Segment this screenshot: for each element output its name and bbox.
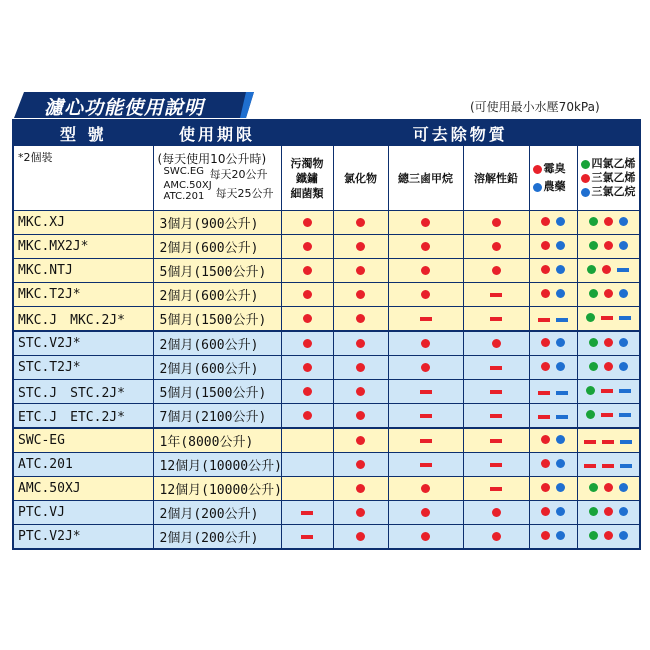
red-dot-icon [421, 484, 430, 493]
removal-cell-c6 [577, 404, 640, 429]
col-solvents [577, 146, 640, 211]
removal-cell-c6 [577, 501, 640, 525]
blue-dot-icon [619, 531, 628, 540]
usage-line2a: SWC.EG [163, 166, 204, 177]
table-row [13, 307, 640, 332]
red-dash-icon [538, 318, 550, 322]
red-dot-icon [541, 241, 550, 250]
removal-cell-c2 [333, 428, 388, 453]
red-dot-icon [356, 290, 365, 299]
col-sediment-l2: 鐵鏽 [296, 171, 318, 185]
removal-cell-c1 [281, 501, 333, 525]
removal-cell-c2 [333, 307, 388, 332]
blue-dash-icon [556, 318, 568, 322]
removal-cell-c6 [577, 453, 640, 477]
blue-dot-icon [581, 188, 590, 197]
red-dash-icon [601, 316, 613, 320]
blue-dash-icon [556, 415, 568, 419]
removal-cell-c1 [281, 356, 333, 380]
table-row [13, 235, 640, 259]
col-trichloroethylene: 三氯乙烯 [591, 171, 636, 184]
removal-cell-c5 [529, 356, 577, 380]
red-dot-icon [421, 363, 430, 372]
red-dot-icon [421, 290, 430, 299]
col-thm: 總三鹵甲烷 [388, 146, 463, 211]
removal-cell-c2 [333, 501, 388, 525]
removal-cell-c6 [577, 428, 640, 453]
red-dot-icon [541, 362, 550, 371]
blue-dot-icon [556, 265, 565, 274]
blue-dot-icon [619, 241, 628, 250]
red-dash-icon [602, 464, 614, 468]
col-sediment-l3: 細菌類 [290, 186, 324, 200]
removal-cell-c4 [463, 525, 529, 550]
green-dot-icon [589, 507, 598, 516]
removal-cell-c4 [463, 356, 529, 380]
blue-dot-icon [533, 183, 542, 192]
period-cell: 2個月(200公升) [153, 525, 281, 550]
red-dot-icon [541, 265, 550, 274]
model-cell: STC.T2J* [13, 356, 153, 380]
red-dash-icon [301, 511, 313, 515]
green-dot-icon [581, 160, 590, 169]
removal-cell-c6 [577, 356, 640, 380]
period-cell: 5個月(1500公升) [153, 307, 281, 332]
filter-spec-table [12, 119, 641, 550]
red-dot-icon [356, 411, 365, 420]
removal-cell-c6 [577, 235, 640, 259]
period-cell: 2個月(200公升) [153, 501, 281, 525]
red-dot-icon [492, 218, 501, 227]
col-period-header: 使用期限 [153, 120, 281, 146]
table-row [13, 259, 640, 283]
red-dot-icon [604, 241, 613, 250]
red-dot-icon [492, 508, 501, 517]
red-dot-icon [541, 483, 550, 492]
red-dash-icon [584, 464, 596, 468]
red-dot-icon [604, 362, 613, 371]
red-dot-icon [421, 218, 430, 227]
removal-cell-c3 [388, 477, 463, 501]
model-cell: MKC.XJ [13, 211, 153, 235]
removal-cell-c2 [333, 453, 388, 477]
removal-cell-c2 [333, 259, 388, 283]
blue-dot-icon [556, 241, 565, 250]
model-cell: MKC.T2J* [13, 283, 153, 307]
removal-cell-c2 [333, 283, 388, 307]
pressure-note: (可使用最小水壓70kPa) [470, 100, 600, 114]
removal-cell-c5 [529, 235, 577, 259]
blue-dash-icon [620, 464, 632, 468]
red-dot-icon [356, 532, 365, 541]
red-dot-icon [303, 290, 312, 299]
removal-cell-c1 [281, 428, 333, 453]
model-cell: MKC.NTJ [13, 259, 153, 283]
model-cell: MKC.J MKC.2J* [13, 307, 153, 332]
removal-cell-c3 [388, 501, 463, 525]
red-dot-icon [421, 266, 430, 275]
blue-dot-icon [619, 338, 628, 347]
red-dot-icon [581, 174, 590, 183]
red-dash-icon [490, 414, 502, 418]
period-cell: 7個月(2100公升) [153, 404, 281, 429]
removal-cell-c1 [281, 525, 333, 550]
removal-cell-c2 [333, 404, 388, 429]
model-cell: SWC-EG [13, 428, 153, 453]
model-cell: ETC.J ETC.2J* [13, 404, 153, 429]
removal-cell-c1 [281, 211, 333, 235]
red-dash-icon [490, 463, 502, 467]
usage-line3c: 每天25公升 [215, 187, 274, 200]
red-dot-icon [303, 314, 312, 323]
usage-line3b: ATC.201 [163, 191, 205, 202]
removal-cell-c1 [281, 307, 333, 332]
removal-cell-c2 [333, 477, 388, 501]
removal-cell-c3 [388, 259, 463, 283]
blue-dash-icon [617, 268, 629, 272]
removal-cell-c3 [388, 211, 463, 235]
red-dot-icon [541, 531, 550, 540]
model-cell: AMC.50XJ [13, 477, 153, 501]
blue-dot-icon [619, 217, 628, 226]
red-dot-icon [303, 266, 312, 275]
removal-cell-c5 [529, 453, 577, 477]
removal-cell-c4 [463, 235, 529, 259]
red-dot-icon [356, 508, 365, 517]
red-dot-icon [303, 363, 312, 372]
usage-note [153, 146, 281, 211]
red-dot-icon [421, 242, 430, 251]
removal-cell-c2 [333, 525, 388, 550]
col-sediment-l1: 污濁物 [290, 156, 324, 170]
col-odor: 霉臭 [543, 162, 566, 175]
blue-dot-icon [556, 217, 565, 226]
red-dash-icon [538, 391, 550, 395]
col-tetrachloroethylene: 四氯乙烯 [591, 157, 636, 170]
removal-cell-c5 [529, 525, 577, 550]
model-cell: MKC.MX2J* [13, 235, 153, 259]
removal-cell-c1 [281, 380, 333, 404]
green-dot-icon [589, 483, 598, 492]
removal-cell-c6 [577, 525, 640, 550]
removal-cell-c6 [577, 259, 640, 283]
removal-cell-c6 [577, 211, 640, 235]
blue-dot-icon [619, 507, 628, 516]
removal-cell-c2 [333, 211, 388, 235]
removal-cell-c5 [529, 211, 577, 235]
red-dot-icon [356, 484, 365, 493]
red-dot-icon [303, 387, 312, 396]
removal-cell-c5 [529, 404, 577, 429]
blue-dot-icon [556, 362, 565, 371]
red-dot-icon [533, 165, 542, 174]
period-cell: 2個月(600公升) [153, 356, 281, 380]
removal-cell-c3 [388, 307, 463, 332]
red-dash-icon [420, 463, 432, 467]
removal-cell-c4 [463, 453, 529, 477]
col-pesticide: 農藥 [543, 180, 566, 193]
red-dot-icon [421, 508, 430, 517]
red-dot-icon [421, 532, 430, 541]
blue-dash-icon [619, 413, 631, 417]
removal-cell-c4 [463, 211, 529, 235]
col-model-header: 型 號 [13, 120, 153, 146]
removal-cell-c2 [333, 356, 388, 380]
red-dot-icon [356, 363, 365, 372]
red-dash-icon [490, 439, 502, 443]
red-dot-icon [356, 218, 365, 227]
period-cell: 2個月(600公升) [153, 331, 281, 356]
red-dot-icon [604, 531, 613, 540]
removal-cell-c6 [577, 477, 640, 501]
green-dot-icon [589, 362, 598, 371]
red-dot-icon [356, 242, 365, 251]
table-row [13, 501, 640, 525]
col-removal-header: 可去除物質 [281, 120, 640, 146]
green-dot-icon [586, 386, 595, 395]
red-dash-icon [538, 415, 550, 419]
removal-cell-c1 [281, 331, 333, 356]
red-dot-icon [492, 266, 501, 275]
blue-dot-icon [556, 289, 565, 298]
removal-cell-c1 [281, 259, 333, 283]
blue-dot-icon [556, 459, 565, 468]
model-cell: STC.V2J* [13, 331, 153, 356]
red-dot-icon [541, 507, 550, 516]
removal-cell-c5 [529, 283, 577, 307]
removal-cell-c1 [281, 235, 333, 259]
red-dash-icon [490, 293, 502, 297]
red-dot-icon [356, 436, 365, 445]
removal-cell-c1 [281, 477, 333, 501]
removal-cell-c5 [529, 501, 577, 525]
red-dot-icon [602, 265, 611, 274]
removal-cell-c4 [463, 380, 529, 404]
removal-cell-c6 [577, 331, 640, 356]
red-dash-icon [601, 389, 613, 393]
removal-cell-c4 [463, 307, 529, 332]
red-dash-icon [420, 317, 432, 321]
red-dot-icon [421, 339, 430, 348]
model-cell: ATC.201 [13, 453, 153, 477]
green-dot-icon [589, 241, 598, 250]
blue-dot-icon [556, 483, 565, 492]
table-row [13, 211, 640, 235]
red-dot-icon [356, 387, 365, 396]
period-cell: 12個月(10000公升) [153, 477, 281, 501]
col-sediment [281, 146, 333, 211]
red-dot-icon [541, 338, 550, 347]
removal-cell-c4 [463, 283, 529, 307]
red-dot-icon [541, 459, 550, 468]
removal-cell-c3 [388, 235, 463, 259]
blue-dot-icon [556, 338, 565, 347]
model-cell: STC.J STC.2J* [13, 380, 153, 404]
removal-cell-c4 [463, 331, 529, 356]
green-dot-icon [589, 289, 598, 298]
table-row [13, 380, 640, 404]
blue-dot-icon [556, 435, 565, 444]
removal-cell-c3 [388, 331, 463, 356]
red-dot-icon [303, 411, 312, 420]
removal-cell-c3 [388, 453, 463, 477]
red-dot-icon [541, 217, 550, 226]
red-dash-icon [601, 413, 613, 417]
green-dot-icon [589, 338, 598, 347]
red-dash-icon [584, 440, 596, 444]
pack-note: *2個裝 [13, 146, 153, 211]
green-dot-icon [589, 217, 598, 226]
subheader-row [13, 146, 640, 211]
green-dot-icon [586, 410, 595, 419]
red-dot-icon [356, 460, 365, 469]
model-cell: PTC.V2J* [13, 525, 153, 550]
removal-cell-c4 [463, 501, 529, 525]
red-dot-icon [303, 242, 312, 251]
red-dot-icon [604, 507, 613, 516]
table-row [13, 331, 640, 356]
red-dot-icon [356, 266, 365, 275]
removal-cell-c6 [577, 380, 640, 404]
red-dash-icon [490, 390, 502, 394]
red-dot-icon [604, 289, 613, 298]
red-dash-icon [301, 535, 313, 539]
removal-cell-c5 [529, 380, 577, 404]
removal-cell-c6 [577, 283, 640, 307]
removal-cell-c5 [529, 259, 577, 283]
table-row [13, 453, 640, 477]
removal-cell-c3 [388, 525, 463, 550]
removal-cell-c4 [463, 477, 529, 501]
period-cell: 12個月(10000公升) [153, 453, 281, 477]
period-cell: 1年(8000公升) [153, 428, 281, 453]
red-dot-icon [356, 339, 365, 348]
blue-dot-icon [619, 483, 628, 492]
removal-cell-c4 [463, 404, 529, 429]
red-dot-icon [303, 218, 312, 227]
removal-cell-c3 [388, 404, 463, 429]
red-dash-icon [420, 390, 432, 394]
removal-cell-c5 [529, 331, 577, 356]
removal-cell-c3 [388, 283, 463, 307]
red-dot-icon [492, 339, 501, 348]
removal-cell-c2 [333, 331, 388, 356]
usage-line3a: AMC.50XJ [163, 180, 212, 191]
page-title: 濾心功能使用說明 [44, 97, 205, 119]
red-dot-icon [541, 289, 550, 298]
col-odor-pesticide [529, 146, 577, 211]
red-dash-icon [420, 439, 432, 443]
removal-cell-c1 [281, 453, 333, 477]
blue-dash-icon [556, 391, 568, 395]
removal-cell-c5 [529, 428, 577, 453]
blue-dot-icon [556, 531, 565, 540]
title-banner [14, 92, 254, 118]
table-row [13, 283, 640, 307]
removal-cell-c4 [463, 259, 529, 283]
period-cell: 2個月(600公升) [153, 283, 281, 307]
model-cell: PTC.VJ [13, 501, 153, 525]
col-lead: 溶解性鉛 [463, 146, 529, 211]
blue-dash-icon [619, 316, 631, 320]
period-cell: 3個月(900公升) [153, 211, 281, 235]
removal-cell-c3 [388, 428, 463, 453]
red-dash-icon [490, 366, 502, 370]
red-dot-icon [604, 483, 613, 492]
period-cell: 2個月(600公升) [153, 235, 281, 259]
blue-dot-icon [619, 362, 628, 371]
red-dot-icon [492, 532, 501, 541]
red-dash-icon [490, 317, 502, 321]
green-dot-icon [589, 531, 598, 540]
removal-cell-c4 [463, 428, 529, 453]
removal-cell-c1 [281, 283, 333, 307]
header-row [13, 120, 640, 146]
red-dot-icon [303, 339, 312, 348]
removal-cell-c3 [388, 356, 463, 380]
red-dot-icon [356, 314, 365, 323]
red-dot-icon [604, 217, 613, 226]
usage-line2b: 每天20公升 [209, 168, 268, 181]
removal-cell-c3 [388, 380, 463, 404]
table-row [13, 428, 640, 453]
red-dot-icon [492, 242, 501, 251]
blue-dash-icon [619, 389, 631, 393]
removal-cell-c1 [281, 404, 333, 429]
removal-cell-c6 [577, 307, 640, 332]
red-dash-icon [420, 414, 432, 418]
usage-line1: (每天使用10公升時) [157, 152, 267, 166]
blue-dot-icon [619, 289, 628, 298]
col-chloride: 氯化物 [333, 146, 388, 211]
table-row [13, 477, 640, 501]
period-cell: 5個月(1500公升) [153, 380, 281, 404]
blue-dot-icon [556, 507, 565, 516]
red-dash-icon [490, 487, 502, 491]
red-dot-icon [541, 435, 550, 444]
green-dot-icon [586, 313, 595, 322]
removal-cell-c2 [333, 380, 388, 404]
red-dot-icon [604, 338, 613, 347]
table-row [13, 404, 640, 429]
red-dash-icon [602, 440, 614, 444]
col-trichloroethane: 三氯乙烷 [591, 185, 636, 198]
table-row [13, 356, 640, 380]
blue-dash-icon [620, 440, 632, 444]
removal-cell-c5 [529, 477, 577, 501]
removal-cell-c2 [333, 235, 388, 259]
table-row [13, 525, 640, 550]
removal-cell-c5 [529, 307, 577, 332]
green-dot-icon [587, 265, 596, 274]
period-cell: 5個月(1500公升) [153, 259, 281, 283]
